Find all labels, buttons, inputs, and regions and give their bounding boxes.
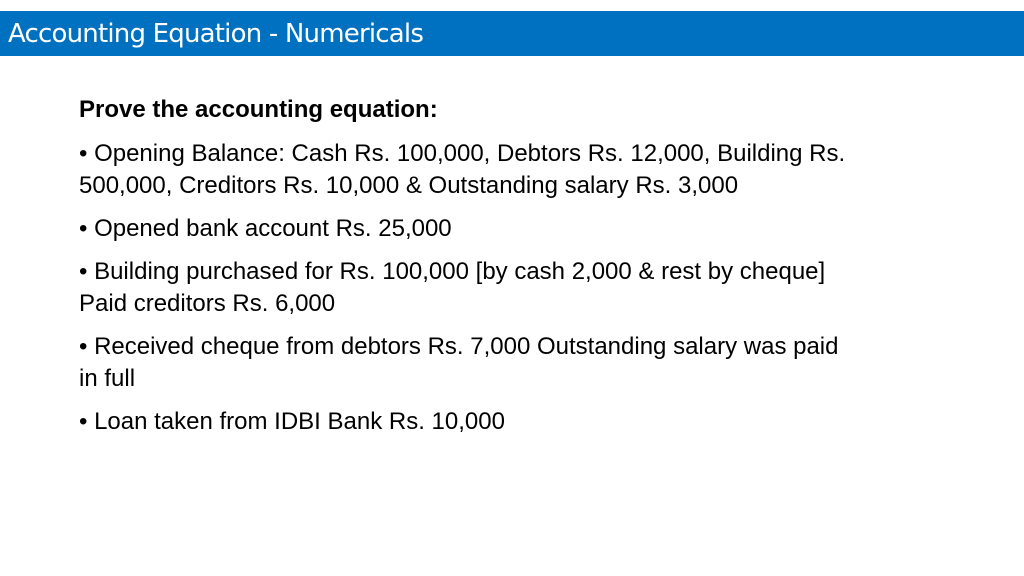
bullet-line: Paid creditors Rs. 6,000: [79, 290, 336, 317]
bullet-item-debtors-cheque: [79, 331, 959, 395]
bullet-line: • Opening Balance: Cash Rs. 100,000, Debtors Rs. 12,000, Building Rs.: [79, 140, 846, 167]
slide-content: [79, 94, 959, 449]
bullet-item-bank-account: [79, 213, 959, 245]
bullet-line: in full: [79, 365, 136, 392]
bullet-line: • Opened bank account Rs. 25,000: [79, 215, 452, 242]
content-heading: Prove the accounting equation:: [79, 96, 438, 123]
slide-title: Accounting Equation - Numericals: [8, 18, 424, 49]
bullet-item-building-purchase: [79, 256, 959, 320]
bullet-line: • Loan taken from IDBI Bank Rs. 10,000: [79, 408, 505, 435]
bullet-item-opening-balance: [79, 138, 959, 202]
bullet-line: • Received cheque from debtors Rs. 7,000 Outstanding salary was paid: [79, 333, 839, 360]
bullet-item-loan: [79, 406, 959, 438]
bullet-line: • Building purchased for Rs. 100,000 [by cash 2,000 & rest by cheque]: [79, 258, 826, 285]
bullet-line: 500,000, Creditors Rs. 10,000 & Outstanding salary Rs. 3,000: [79, 172, 739, 199]
title-bar: [0, 11, 1024, 56]
